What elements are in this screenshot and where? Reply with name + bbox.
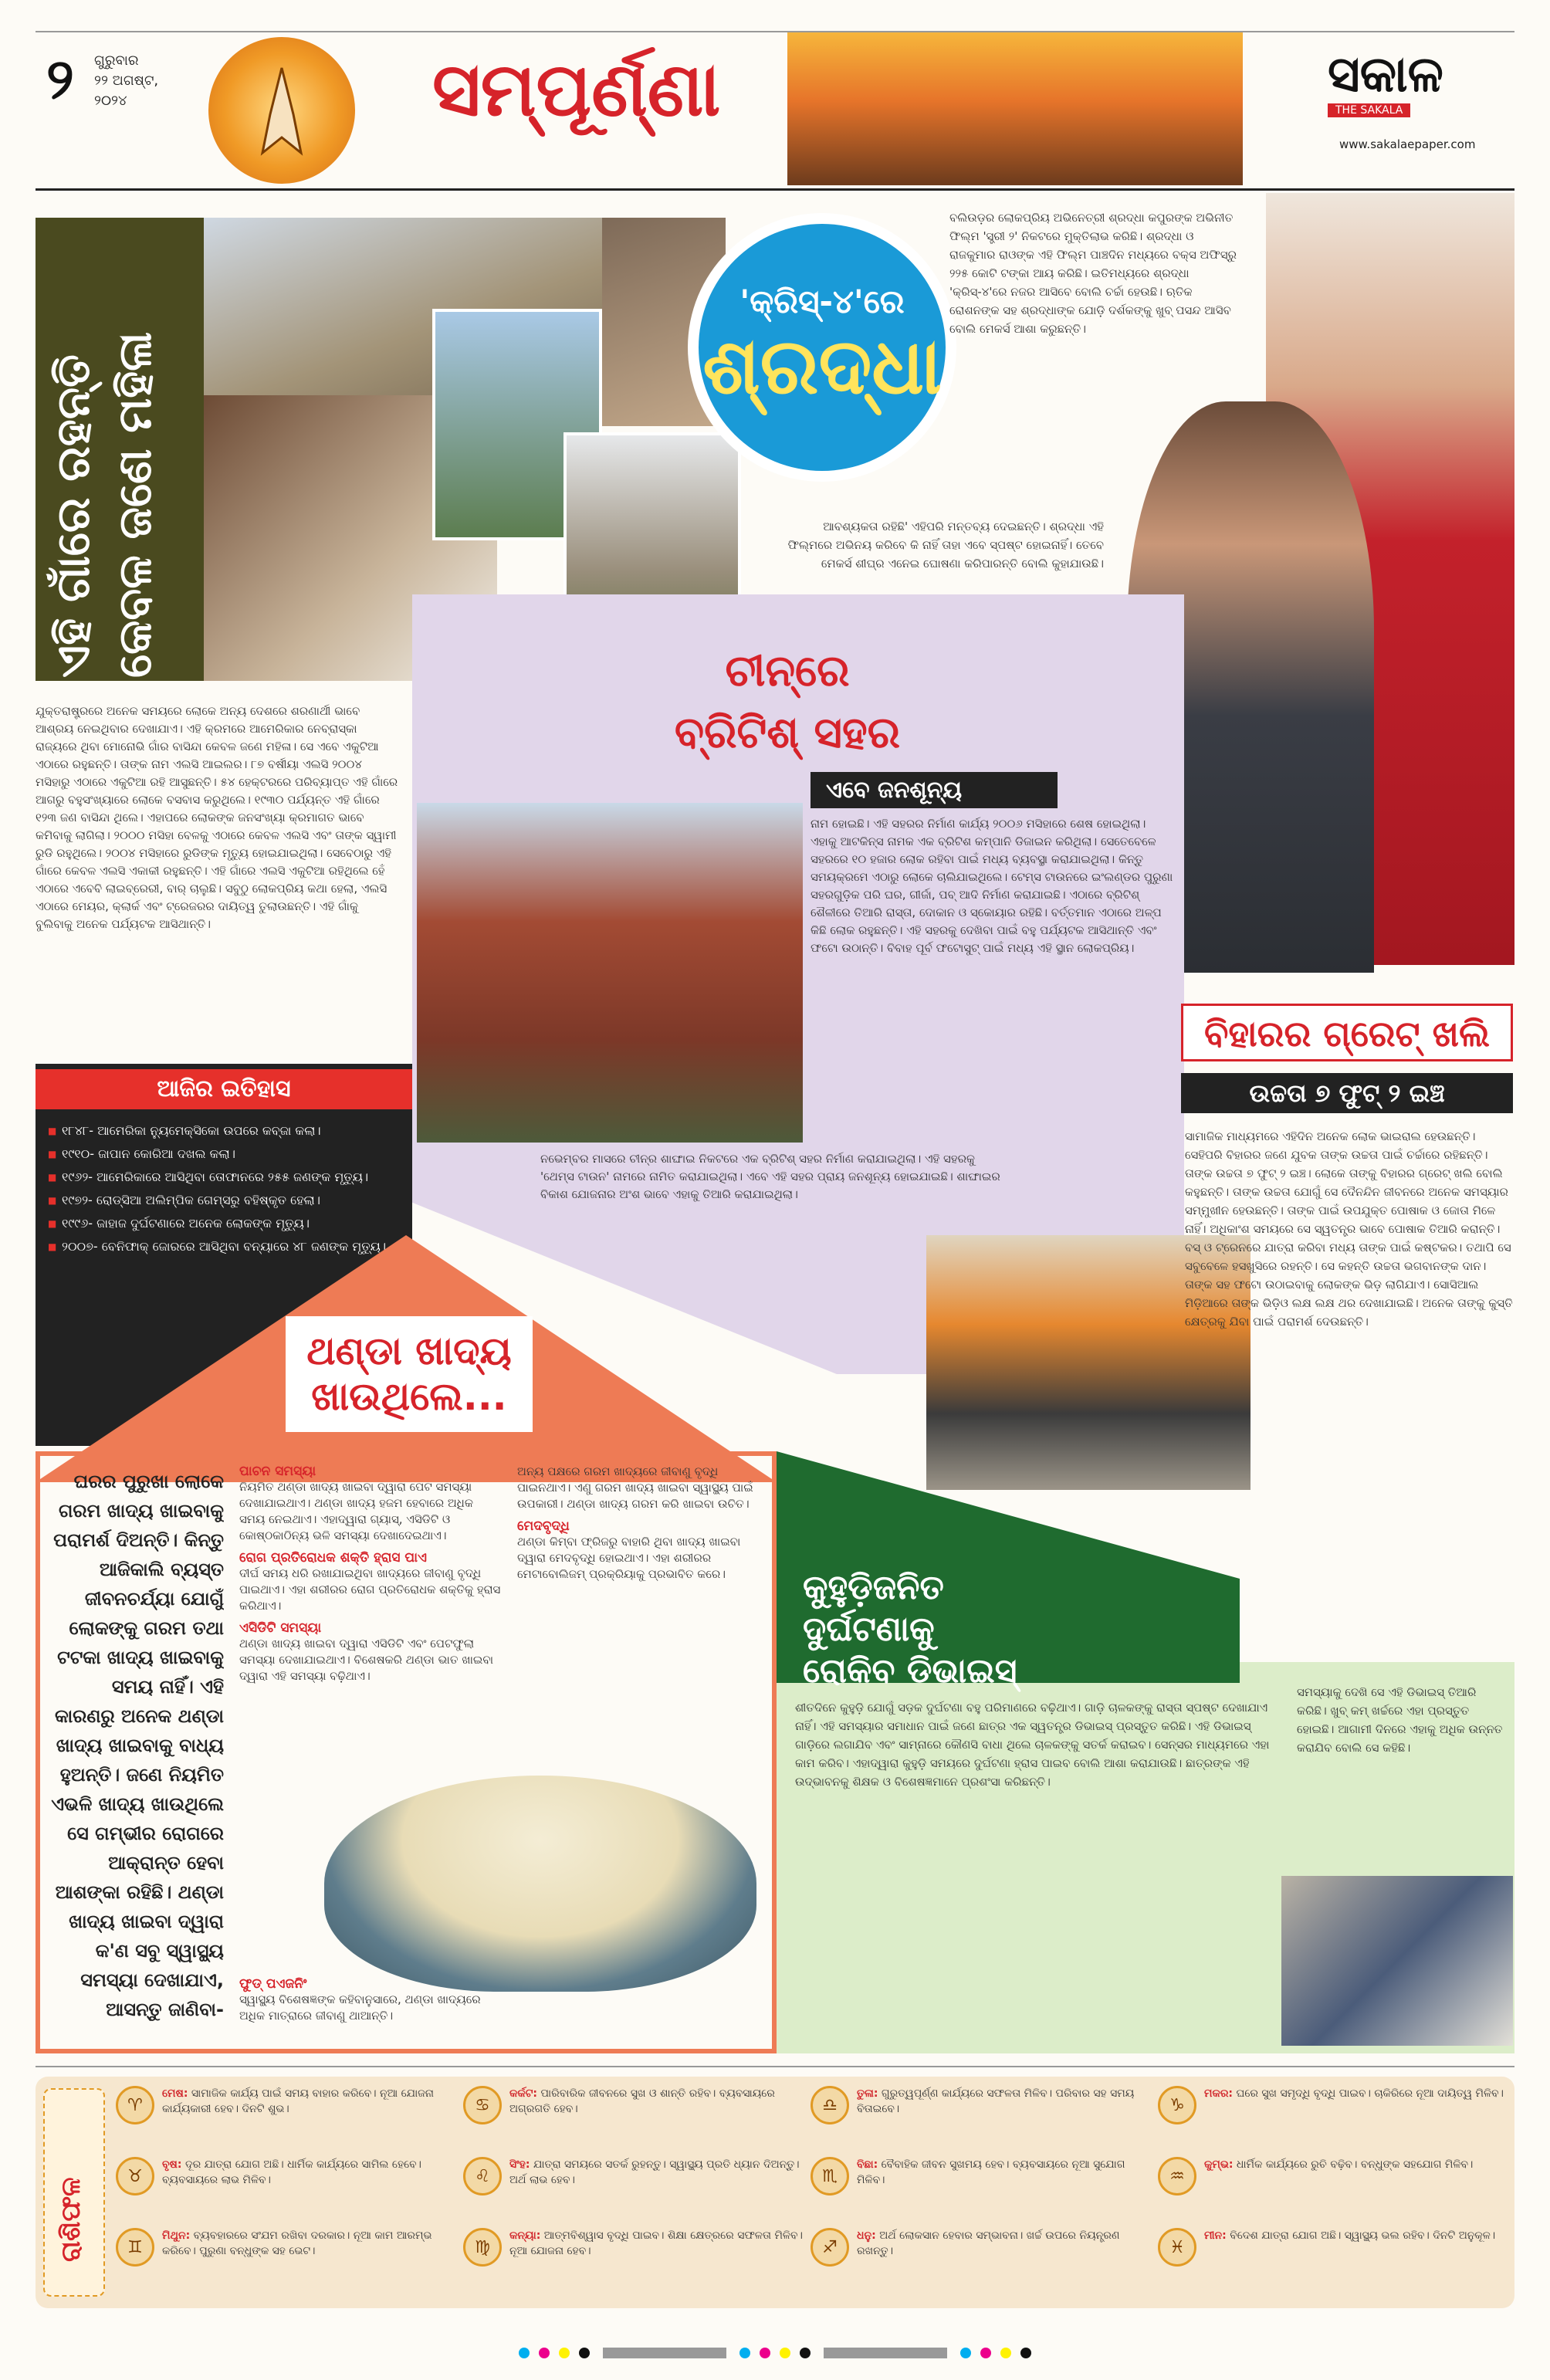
color-registration-marks (0, 2347, 1550, 2361)
china-body: ନାମ ହୋଇଛି। ଏହି ସହରର ନିର୍ମାଣ କାର୍ଯ୍ୟ ୨୦୦୬ ମସିହାରେ ଶେଷ ହୋଇଥିଲା। ଏହାକୁ ଆଟକିନ୍ସ ନାମକ ଏକ ବ୍ରିଟିଶ କମ୍ପାନି ଡିଜାଇନ କରିଥିଲା। ସେତେବେଳେ ସହରରେ ୧୦ ହଜାର ଲୋକ ରହିବା ପାଇଁ ମଧ୍ୟ ବ୍ୟବସ୍ଥା କରାଯାଇଥିଲା। କିନ୍ତୁ ସମୟକ୍ରମେ ଏଠାରୁ ଲୋକେ ଚାଲିଯାଇଥିଲେ। ଟେମ୍ସ ଟାଉନରେ ଇଂଲଣ୍ଡର ପୁରୁଣା ସହରଗୁଡ଼ିକ ପରି ଘର, ଗୀର୍ଜା, ପବ୍ ଆଦି ନିର୍ମାଣ କରାଯାଇଛି। ଏଠାରେ ବ୍ରିଟିଶ୍ ଶୈଳୀରେ ତିଆରି ରାସ୍ତା, ଦୋକାନ ଓ ସ୍କୋୟାର ରହିଛି। ବର୍ତ୍ତମାନ ଏଠାରେ ଅଳ୍ପ କିଛି ଲୋକ ରହୁଛନ୍ତି। ଏହି ସହରକୁ ଦେଖିବା ପାଇଁ ବହୁ ପର୍ଯ୍ୟଟକ ଆସିଥାନ୍ତି ଏବଂ ଫଟୋ ଉଠାନ୍ତି। ବିବାହ ପୂର୍ବ ଫଟୋସୁଟ୍ ପାଇଁ ମଧ୍ୟ ଏହି ସ୍ଥାନ ଲୋକପ୍ରିୟ। (811, 817, 1173, 955)
history-event: ■ ୧୯୯୬- ଜାହାଜ ଦୁର୍ଘଟଣାରେ ଅନେକ ଲୋକଙ୍କ ମୃତ୍ୟୁ। (45, 1212, 400, 1235)
shraddha-body-bottom: ଆବଶ୍ୟକତା ରହିଛି' ଏହିପରି ମନ୍ତବ୍ୟ ଦେଇଛନ୍ତି। ଶ୍ରଦ୍ଧା ଏହି ଫିଲ୍ମରେ ଅଭିନୟ କରିବେ କି ନାହିଁ ତାହା ଏବେ ସ୍ପଷ୍ଟ ହୋଇନାହିଁ। ତେବେ ମେକର୍ସ ଶୀଘ୍ର ଏନେଇ ଘୋଷଣା କରିପାରନ୍ତି ବୋଲି କୁହାଯାଉଛି। (787, 520, 1104, 570)
shraddha-body: ବଲିଉଡ଼ର ଲୋକପ୍ରିୟ ଅଭିନେତ୍ରୀ ଶ୍ରଦ୍ଧା କପୁରଙ୍କ ଅଭିନୀତ ଫିଲ୍ମ 'ସ୍ତ୍ରୀ ୨' ନିକଟରେ ମୁକ୍ତିଲାଭ କରିଛି। ଶ୍ରଦ୍ଧା ଓ ରାଜକୁମାର ରାଓଙ୍କ ଏହି ଫିଲ୍ମ ପାଞ୍ଚଦିନ ମଧ୍ୟରେ ବକ୍ସ ଅଫିସ୍‌ରୁ ୨୨୫ କୋଟି ଟଙ୍କା ଆୟ କରିଛି। ଇତିମଧ୍ୟରେ ଶ୍ରଦ୍ଧା 'କ୍ରିସ୍-୪'ରେ ନଜର ଆସିବେ ବୋଲି ଚର୍ଚ୍ଚା ହେଉଛି। ଋତିକ ରୋଶନଙ୍କ ସହ ଶ୍ରଦ୍ଧାଙ୍କ ଯୋଡ଼ି ଦର୍ଶକଙ୍କୁ ଖୁବ୍ ପସନ୍ଦ ଆସିବ ବୋଲି ମେକର୍ସ ଆଶା କରୁଛନ୍ତି। (949, 211, 1237, 336)
zodiac-name: ମୀନ: (1204, 2229, 1227, 2242)
potato-salad-photo (324, 1776, 756, 1992)
zodiac-gemini (116, 2228, 455, 2299)
cold-food-col1-bottom (239, 1976, 502, 2050)
history-event: ■ ୧୯୧୦- ଜାପାନ କୋରିଆ ଦଖଲ କଲା। (45, 1143, 400, 1166)
zodiac-text: ଧାର୍ମିକ କାର୍ଯ୍ୟରେ ରୁଚି ବଢ଼ିବ। ବନ୍ଧୁଙ୍କ ସହଯୋଗ ମିଳିବ। (1236, 2158, 1474, 2171)
zodiac-text: ବିଦେଶ ଯାତ୍ରା ଯୋଗ ଅଛି। ସ୍ୱାସ୍ଥ୍ୟ ଭଲ ରହିବ। ଦିନଟି ଅନୁକୂଳ। (1230, 2229, 1496, 2242)
device-headline-line2: ଦୁର୍ଘଟଣାକୁ (803, 1610, 935, 1649)
cold-food-sub2-body: ଦୀର୍ଘ ସମୟ ଧରି ରଖାଯାଇଥିବା ଖାଦ୍ୟରେ ଜୀବାଣୁ ବୃଦ୍ଧି ପାଇଥାଏ। ଏହା ଶରୀରର ରୋଗ ପ୍ରତିରୋଧକ ଶକ୍ତିକୁ ହ୍ରାସ କରିଥାଏ। (239, 1566, 501, 1613)
zodiac-pisces (1158, 2228, 1505, 2299)
china-headline-line2: ବ୍ରିଟିଶ୍ ସହର (674, 708, 901, 758)
shraddha-headline-big: ଶ୍ରଦ୍ଧା (702, 321, 942, 411)
history-events (45, 1119, 400, 1258)
page-number: ୨ (46, 46, 74, 111)
sunrise-banner-image (787, 32, 1243, 185)
gemini-icon: ♊ (116, 2228, 154, 2267)
cold-food-sub4-body: ସ୍ୱାସ୍ଥ୍ୟ ବିଶେଷଜ୍ଞଙ୍କ କହିବାନୁସାରେ, ଥଣ୍ଡା ଖାଦ୍ୟରେ ଅଧିକ ମାତ୍ରାରେ ଜୀବାଣୁ ଥାଆନ୍ତି। (239, 1992, 481, 2023)
student-device-photo (1281, 1876, 1513, 2046)
cold-food-col1 (239, 1464, 502, 1772)
history-event: ■ ୧୯୬୨- ଆମେରିକାରେ ଆସିଥିବା ତୋଫାନରେ ୨୫୫ ଜଣଙ୍କ ମୃତ୍ୟୁ। (45, 1166, 400, 1189)
device-body-right: ସମସ୍ୟାକୁ ଦେଖି ସେ ଏହି ଡିଭାଇସ୍ ତିଆରି କରିଛି। ଖୁବ୍ କମ୍ ଖର୍ଚ୍ଚରେ ଏହା ପ୍ରସ୍ତୁତ ହୋଇଛି। ଆଗାମୀ ଦିନରେ ଏହାକୁ ଅଧିକ ଉନ୍ନତ କରାଯିବ ବୋଲି ସେ କହିଛି। (1297, 1685, 1503, 1755)
history-event: ■ ୧୮୪୮- ଆମେରିକା ନ୍ୟୁମେକ୍ସିକୋ ଉପରେ କବ୍ଜା କଲା। (45, 1119, 400, 1143)
brand-tagline: THE SAKALA (1328, 103, 1410, 117)
praying-hands-icon (239, 60, 324, 161)
village-body: ଯୁକ୍ତରାଷ୍ଟ୍ରରେ ଅନେକ ସମୟରେ ଲୋକେ ଅନ୍ୟ ଦେଶରେ ଶରଣାର୍ଥୀ ଭାବେ ଆଶ୍ରୟ ନେଇଥିବାର ଦେଖାଯାଏ। ଏହି କ୍ରମରେ ଆମେରିକାର ନେବ୍ରାସ୍କା ରାଜ୍ୟରେ ଥିବା ମୋନୋଭି ଗାଁର ବାସିନ୍ଦା କେବଳ ଜଣେ ମହିଳା। ସେ ଏବେ ଏକୁଟିଆ ଏଠାରେ ରହୁଛନ୍ତି। ତାଙ୍କ ନାମ ଏଲସି ଆଇଲର। ୮୭ ବର୍ଷୀୟା ଏଲସି ୨୦୦୪ ମସିହାରୁ ଏଠାରେ ଏକୁଟିଆ ରହି ଆସୁଛନ୍ତି। ୫୪ ହେକ୍ଟରରେ ପରିବ୍ୟାପ୍ତ ଏହି ଗାଁରେ ଆଗରୁ ବହୁସଂଖ୍ୟାରେ ଲୋକେ ବସବାସ କରୁଥିଲେ। ୧୯୩୦ ପର୍ଯ୍ୟନ୍ତ ଏହି ଗାଁରେ ୧୨୩ ଜଣ ବାସିନ୍ଦା ଥିଲେ। ଏହାପରେ ଲୋକଙ୍କ ଜନସଂଖ୍ୟା କ୍ରମାଗତ ଭାବେ କମିବାକୁ ଲାଗିଲା। ୨୦୦୦ ମସିହା ବେଳକୁ ଏଠାରେ କେବଳ ଏଲସି ଏବଂ ତାଙ୍କ ସ୍ୱାମୀ ରୁଡି ରହୁଥିଲେ। ୨୦୦୪ ମସିହାରେ ରୁଡିଙ୍କ ମୃତ୍ୟୁ ହୋଇଯାଇଥିଲା। ସେବେଠାରୁ ଏହି ଗାଁରେ କେବଳ ଏଲସି ଏକାକୀ ରହୁଛନ୍ତି। ଏହି ଗାଁରେ ଏଲସି ଏକୁଟିଆ ରହିଥିଲେ ହେଁ ଏଠାରେ ଏବେବି ଲାଇବ୍ରେରୀ, ବାର୍ ଚାଲୁଛି। ସବୁଠୁ ଲୋକପ୍ରିୟ କଥା ହେଲା, ଏଲସି ଏଠାରେ ମେୟର, କ୍ଲାର୍କ ଏବଂ ଟ୍ରେଜରର ଦାୟିତ୍ୱ ତୁଲାଉଛନ୍ତି। ଏହି ଗାଁକୁ ବୁଲିବାକୁ ଅନେକ ପର୍ଯ୍ୟଟକ ଆସିଥାନ୍ତି। (36, 704, 398, 931)
capricorn-icon: ♑ (1158, 2086, 1196, 2124)
libra-icon: ♎ (811, 2086, 849, 2124)
zodiac-virgo (463, 2228, 803, 2299)
cold-food-sub3: ଏସିଡିଟି ସମସ୍ୟା (239, 1620, 322, 1636)
leo-icon: ♌ (463, 2157, 502, 2195)
china-headline-line1: ଚୀନ୍‌ରେ (725, 646, 850, 696)
zodiac-name: ମେଷ: (162, 2087, 188, 2100)
brand-name: ସକାଳ (1328, 46, 1443, 103)
zodiac-name: ମକର: (1204, 2087, 1234, 2100)
zodiac-name: ମିଥୁନ: (162, 2229, 191, 2242)
zodiac-name: ବୃଷ: (162, 2158, 182, 2171)
taurus-icon: ♉ (116, 2157, 154, 2195)
top-rule (36, 31, 1514, 32)
zodiac-text: ଯାତ୍ରା ସମୟରେ ସତର୍କ ରୁହନ୍ତୁ। ସ୍ୱାସ୍ଥ୍ୟ ପ୍ରତି ଧ୍ୟାନ ଦିଅନ୍ତୁ। ଅର୍ଥ ଲାଭ ହେବ। (509, 2158, 800, 2186)
history-event: ■ ୧୯୭୨- ରୋଡ୍‌ସିଆ ଅଲିମ୍ପିକ ଗେମ୍ସରୁ ବହିଷ୍କୃତ ହେଲା। (45, 1189, 400, 1212)
cold-food-headline-box (286, 1316, 533, 1432)
cold-food-sub5: ମେଦବୃଦ୍ଧି (517, 1518, 570, 1534)
aquarius-icon: ♒ (1158, 2157, 1196, 2195)
zodiac-text: ଗୁରୁତ୍ୱପୂର୍ଣ୍ଣ କାର୍ଯ୍ୟରେ ସଫଳତା ମିଳିବ। ପରିବାର ସହ ସମୟ ବିତାଇବେ। (857, 2087, 1135, 2115)
zodiac-name: କର୍କଟ: (509, 2087, 537, 2100)
horoscope-label: ରାଶିଫଳ (56, 2177, 86, 2262)
zodiac-sagittarius (811, 2228, 1150, 2299)
header-day: ଗୁରୁବାର (94, 52, 139, 69)
cold-food-col2 (517, 1464, 764, 1695)
horoscope-col-3 (811, 2086, 1150, 2299)
device-headline-line3: ରୋକିବ ଡିଭାଇସ୍ (803, 1651, 1017, 1691)
scorpio-icon: ♏ (811, 2157, 849, 2195)
village-headline-line2: କେବଳ ଜଣେ ମହିଳା (108, 331, 162, 678)
zodiac-taurus (116, 2157, 455, 2228)
shraddha-headline-small: 'କ୍ରିସ୍-୪'ରେ (739, 283, 905, 320)
zodiac-cancer (463, 2086, 803, 2157)
sagittarius-icon: ♐ (811, 2228, 849, 2267)
khali-body: ସାମାଜିକ ମାଧ୍ୟମରେ ଏହିଦିନ ଅନେକ ଲୋକ ଭାଇରାଲ ହେଉଛନ୍ତି। ସେହିପରି ବିହାରର ଜଣେ ଯୁବକ ତାଙ୍କ ଉଚ୍ଚତା ପାଇଁ ଚର୍ଚ୍ଚାରେ ରହିଛନ୍ତି। ତାଙ୍କ ଉଚ୍ଚତା ୭ ଫୁଟ୍ ୨ ଇଞ୍ଚ। ଲୋକେ ତାଙ୍କୁ ବିହାରର ଗ୍ରେଟ୍ ଖଲି ବୋଲି କହୁଛନ୍ତି। ତାଙ୍କ ଉଚ୍ଚତା ଯୋଗୁଁ ସେ ଦୈନନ୍ଦିନ ଜୀବନରେ ଅନେକ ସମସ୍ୟାର ସମ୍ମୁଖୀନ ହେଉଛନ୍ତି। ତାଙ୍କ ପାଇଁ ଉପଯୁକ୍ତ ପୋଷାକ ଓ ଜୋତା ମିଳେ ନାହିଁ। ଅଧିକାଂଶ ସମୟରେ ସେ ସ୍ୱତନ୍ତ୍ର ଭାବେ ପୋଷାକ ତିଆରି କରାନ୍ତି। ବସ୍ ଓ ଟ୍ରେନରେ ଯାତ୍ରା କରିବା ମଧ୍ୟ ତାଙ୍କ ପାଇଁ କଷ୍ଟକର। ତଥାପି ସେ ସବୁବେଳେ ହସଖୁସିରେ ରହନ୍ତି। ସେ କହନ୍ତି ଉଚ୍ଚତା ଭଗବାନଙ୍କ ଦାନ। ତାଙ୍କ ସହ ଫଟୋ ଉଠାଇବାକୁ ଲୋକଙ୍କ ଭିଡ଼ ଲାଗିଯାଏ। ସୋସିଆଲ ମିଡ଼ିଆରେ ତାଙ୍କ ଭିଡ଼ିଓ ଲକ୍ଷ ଲକ୍ଷ ଥର ଦେଖାଯାଇଛି। ଅନେକ ତାଙ୍କୁ କୁସ୍ତି କ୍ଷେତ୍ରକୁ ଯିବା ପାଇଁ ପରାମର୍ଶ ଦେଉଛନ୍ତି। (1185, 1129, 1513, 1329)
header-date-line: ୨୨ ଅଗଷ୍ଟ, (94, 73, 159, 89)
zodiac-name: ତୁଳା: (857, 2087, 878, 2100)
device-headline (803, 1567, 1158, 1692)
history-title: ଆଜିର ଇତିହାସ (36, 1069, 412, 1109)
zodiac-text: ଅର୍ଥ ଲୋକସାନ ହେବାର ସମ୍ଭାବନା। ଖର୍ଚ୍ଚ ଉପରେ ନିୟନ୍ତ୍ରଣ ରଖନ୍ତୁ। (857, 2229, 1120, 2257)
header-year: ୨୦୨୪ (94, 93, 127, 109)
china-body-lower: ନଭେମ୍ବର ମାସରେ ଚୀନ୍‌ର ଶାଙ୍ଘାଇ ନିକଟରେ ଏକ ବ୍ରିଟିଶ୍ ସହର ନିର୍ମାଣ କରାଯାଇଥିଲା। ଏହି ସହରକୁ 'ଥେମ୍ସ ଟାଉନ' ନାମରେ ନାମିତ କରାଯାଇଥିଲା। ଏବେ ଏହି ସହର ପ୍ରାୟ ଜନଶୂନ୍ୟ ହୋଇଯାଇଛି। ଶାଙ୍ଘାଇର ବିକାଶ ଯୋଜନାର ଅଂଶ ଭାବେ ଏହାକୁ ତିଆରି କରାଯାଇଥିଲା। (540, 1152, 1000, 1201)
khali-headline: ବିହାରର ଗ୍ରେଟ୍ ଖଲି (1181, 1004, 1513, 1061)
section-title: ସମ୍ପୂର୍ଣ୍ଣା (432, 46, 721, 133)
zodiac-text: ବ୍ୟବହାରରେ ସଂଯମ ରଖିବା ଦରକାର। ନୂଆ କାମ ଆରମ୍ଭ କରିବେ। ପୁରୁଣା ବନ୍ଧୁଙ୍କ ସହ ଭେଟ। (162, 2229, 432, 2257)
zodiac-text: ବୈବାହିକ ଜୀବନ ସୁଖମୟ ହେବ। ବ୍ୟବସାୟରେ ନୂଆ ସୁଯୋଗ ମିଳିବ। (857, 2158, 1125, 2186)
zodiac-text: ଦୂର ଯାତ୍ରା ଯୋଗ ଅଛି। ଧାର୍ମିକ କାର୍ଯ୍ୟରେ ସାମିଲ ହେବେ। ବ୍ୟବସାୟରେ ଲାଭ ମିଳିବ। (162, 2158, 421, 2186)
cold-food-sub1-body: ନିୟମିତ ଥଣ୍ଡା ଖାଦ୍ୟ ଖାଇବା ଦ୍ୱାରା ପେଟ ସମସ୍ୟା ଦେଖାଯାଇଥାଏ। ଥଣ୍ଡା ଖାଦ୍ୟ ହଜମ ହେବାରେ ଅଧିକ ସମୟ ନେଇଥାଏ। ଏହାଦ୍ୱାରା ଗ୍ୟାସ୍, ଏସିଡିଟି ଓ କୋଷ୍ଠକାଠିନ୍ୟ ଭଳି ସମସ୍ୟା ଦେଖାଦେଇଥାଏ। (239, 1480, 473, 1542)
zodiac-text: ସାମାଜିକ କାର୍ଯ୍ୟ ପାଇଁ ସମୟ ବାହାର କରିବେ। ନୂଆ ଯୋଜନା କାର୍ଯ୍ୟକାରୀ ହେବ। ଦିନଟି ଶୁଭ। (162, 2087, 435, 2115)
zodiac-name: ବିଛା: (857, 2158, 878, 2171)
cancer-icon: ♋ (463, 2086, 502, 2124)
zodiac-name: ସିଂହ: (509, 2158, 530, 2171)
aries-icon: ♈ (116, 2086, 154, 2124)
horoscope-col-4 (1158, 2086, 1505, 2299)
namaste-logo (208, 37, 355, 184)
village-headline (42, 222, 166, 678)
zodiac-name: ଧନୁ: (857, 2229, 876, 2242)
website-url[interactable]: www.sakalaepaper.com (1339, 137, 1476, 151)
device-headline-line1: କୁହୁଡ଼ିଜନିତ (803, 1568, 944, 1607)
zodiac-name: କନ୍ୟା: (509, 2229, 541, 2242)
zodiac-scorpio (811, 2157, 1150, 2228)
zodiac-aquarius (1158, 2157, 1505, 2228)
cold-food-sub3-body: ଥଣ୍ଡା ଖାଦ୍ୟ ଖାଇବା ଦ୍ୱାରା ଏସିଡିଟି ଏବଂ ପେଟଫୁଲା ସମସ୍ୟା ଦେଖାଯାଇଥାଏ। ବିଶେଷକରି ଥଣ୍ଡା ଭାତ ଖାଇବା ଦ୍ୱାରା ଏହି ସମସ୍ୟା ବଢ଼ିଥାଏ। (239, 1637, 494, 1683)
village-headline-line1: ଏହି ଗାଁରେ ରହନ୍ତି (46, 354, 100, 678)
shraddha-headline-badge (699, 224, 946, 471)
header-date (94, 51, 158, 111)
china-headline (610, 641, 965, 764)
cold-food-headline-line1: ଥଣ୍ଡା ଖାଦ୍ୟ (306, 1329, 512, 1373)
virgo-icon: ♍ (463, 2228, 502, 2267)
device-body: ଶୀତଦିନେ କୁହୁଡ଼ି ଯୋଗୁଁ ସଡ଼କ ଦୁର୍ଘଟଣା ବହୁ ପରିମାଣରେ ବଢ଼ିଥାଏ। ଗାଡ଼ି ଚାଳକଙ୍କୁ ରାସ୍ତା ସ୍ପଷ୍ଟ ଦେଖାଯାଏ ନାହିଁ। ଏହି ସମସ୍ୟାର ସମାଧାନ ପାଇଁ ଜଣେ ଛାତ୍ର ଏକ ସ୍ୱତନ୍ତ୍ର ଡିଭାଇସ୍ ପ୍ରସ୍ତୁତ କରିଛି। ଏହି ଡିଭାଇସ୍ ଗାଡ଼ିରେ ଲଗାଯିବ ଏବଂ ସାମ୍ନାରେ କୌଣସି ବାଧା ଥିଲେ ଚାଳକଙ୍କୁ ସତର୍କ କରାଇବ। ସେନ୍ସର ମାଧ୍ୟମରେ ଏହା କାମ କରିବ। ଏହାଦ୍ୱାରା କୁହୁଡ଼ି ସମୟରେ ଦୁର୍ଘଟଣା ହ୍ରାସ ପାଇବ ବୋଲି ଆଶା କରାଯାଉଛି। ଛାତ୍ରଙ୍କ ଏହି ଉଦ୍ଭାବନକୁ ଶିକ୍ଷକ ଓ ବିଶେଷଜ୍ଞମାନେ ପ୍ରଶଂସା କରିଛନ୍ତି। (795, 1701, 1270, 1789)
cold-food-intro: ଘରର ପୁରୁଖା ଲୋକେ ଗରମ ଖାଦ୍ୟ ଖାଇବାକୁ ପରାମର୍ଶ ଦିଅନ୍ତି। କିନ୍ତୁ ଆଜିକାଲି ବ୍ୟସ୍ତ ଜୀବନଚର୍ଯ୍ୟା ଯୋଗୁଁ ଲୋକଙ୍କୁ ଗରମ ତଥା ଟଟକା ଖାଦ୍ୟ ଖାଇବାକୁ ସମୟ ନାହିଁ। ଏହି କାରଣରୁ ଅନେକ ଥଣ୍ଡା ଖାଦ୍ୟ ଖାଇବାକୁ ବାଧ୍ୟ ହୁଅନ୍ତି। ଜଣେ ନିୟମିତ ଏଭଳି ଖାଦ୍ୟ ଖାଉଥିଲେ ସେ ଗମ୍ଭୀର ରୋଗରେ ଆକ୍ରାନ୍ତ ହେବା ଆଶଙ୍କା ରହିଛି। ଥଣ୍ଡା ଖାଦ୍ୟ ଖାଇବା ଦ୍ୱାରା କ'ଣ ସବୁ ସ୍ୱାସ୍ଥ୍ୟ ସମସ୍ୟା ଦେଖାଯାଏ, ଆସନ୍ତୁ ଜାଣିବା- (51, 1471, 224, 2020)
header-rule (36, 188, 1514, 191)
cold-food-headline-line2: ଖାଉଥିଲେ... (311, 1374, 507, 1419)
history-event: ■ ୨୦୦୭- ବେନିଫାକ୍ ଜୋରରେ ଆସିଥିବା ବନ୍ୟାରେ ୪୮ ଜଣଙ୍କ ମୃତ୍ୟୁ। (45, 1235, 400, 1258)
brand-logo (1328, 48, 1505, 117)
zodiac-text: ଆତ୍ମବିଶ୍ୱାସ ବୃଦ୍ଧି ପାଇବ। ଶିକ୍ଷା କ୍ଷେତ୍ରରେ ସଫଳତା ମିଳିବ। ନୂଆ ଯୋଜନା ହେବ। (509, 2229, 803, 2257)
horoscope-col-1 (116, 2086, 455, 2299)
cold-food-right-body: ଅନ୍ୟ ପକ୍ଷରେ ଗରମ ଖାଦ୍ୟରେ ଜୀବାଣୁ ବୃଦ୍ଧି ପାଇନଥାଏ। ଏଣୁ ଗରମ ଖାଦ୍ୟ ଖାଇବା ସ୍ୱାସ୍ଥ୍ୟ ପାଇଁ ଉପକାରୀ। ଥଣ୍ଡା ଖାଦ୍ୟ ଗରମ କରି ଖାଇବା ଉଚିତ। (517, 1464, 753, 1511)
khali-subheading: ଉଚ୍ଚତା ୭ ଫୁଟ୍ ୨ ଇଞ୍ଚ (1181, 1073, 1513, 1113)
zodiac-text: ଘରେ ସୁଖ ସମୃଦ୍ଧି ବୃଦ୍ଧି ପାଇବ। ଚାକିରିରେ ନୂଆ ଦାୟିତ୍ୱ ମିଳିବ। (1236, 2087, 1504, 2100)
china-subheading: ଏବେ ଜନଶୂନ୍ୟ (811, 772, 1058, 808)
cold-food-sub4: ଫୁଡ୍ ପଏଜନିଂ (239, 1976, 307, 1992)
cold-food-sub1: ପାଚନ ସମସ୍ୟା (239, 1464, 316, 1479)
zodiac-libra (811, 2086, 1150, 2157)
zodiac-name: କୁମ୍ଭ: (1204, 2158, 1234, 2171)
zodiac-capricorn (1158, 2086, 1505, 2157)
pisces-icon: ♓ (1158, 2228, 1196, 2267)
zodiac-leo (463, 2157, 803, 2228)
cold-food-sub2: ରୋଗ ପ୍ରତିରୋଧକ ଶକ୍ତି ହ୍ରାସ ପାଏ (239, 1550, 427, 1566)
zodiac-aries (116, 2086, 455, 2157)
zodiac-text: ପାରିବାରିକ ଜୀବନରେ ସୁଖ ଓ ଶାନ୍ତି ରହିବ। ବ୍ୟବସାୟରେ ଅଗ୍ରଗତି ହେବ। (509, 2087, 775, 2115)
horoscope-rule (36, 2066, 1514, 2067)
cold-food-sub5-body: ଥଣ୍ଡା କିମ୍ବା ଫ୍ରିଜରୁ ବାହାରି ଥିବା ଖାଦ୍ୟ ଖାଇବା ଦ୍ୱାରା ମେଦବୃଦ୍ଧି ହୋଇଥାଏ। ଏହା ଶରୀରର ମେଟାବୋଲିଜମ୍ ପ୍ରକ୍ରିୟାକୁ ପ୍ରଭାବିତ କରେ। (517, 1535, 741, 1581)
horoscope-col-2 (463, 2086, 803, 2299)
thames-town-photo (417, 803, 803, 1143)
